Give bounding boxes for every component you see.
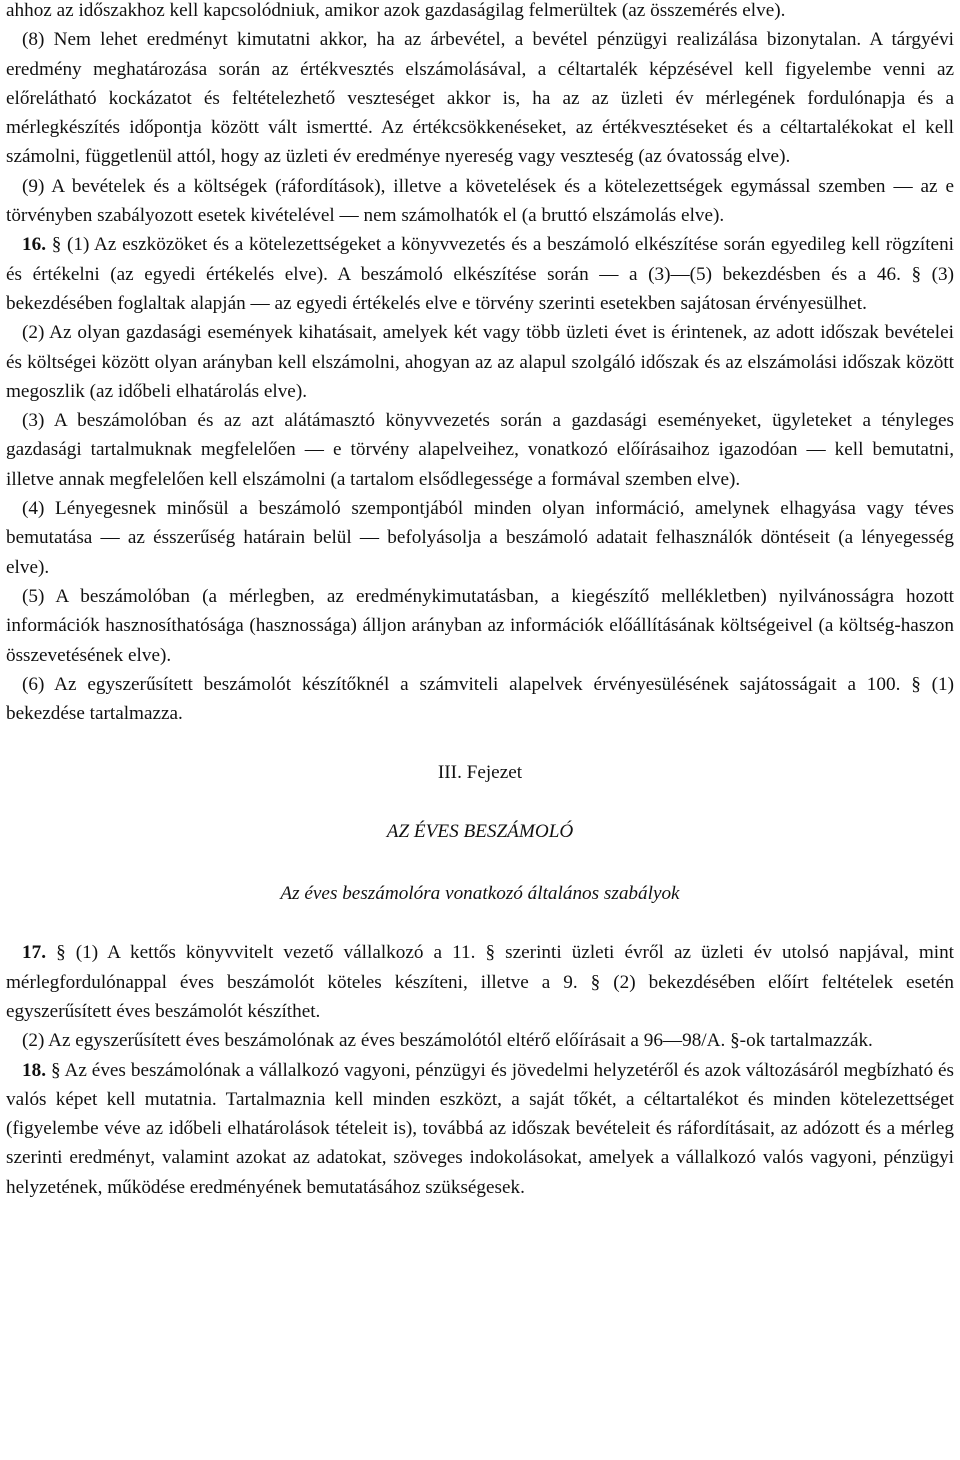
section-17-lead: § (1) A kettős könyvvitelt vezető vállalkozó a 11. § szerinti üzleti évről az üzleti év utolsó napjával, mint mérlegfordulónappal éves beszámolót köteles készíteni, illetve a 9. § (2) bekezdésében előírt feltételek esetén egyszerűsített éves beszámolót készíthet. [6, 942, 954, 1022]
chapter-number: III. Fejezet [437, 762, 523, 784]
section-18-number: 18. [22, 1059, 46, 1081]
section-16-number: 16. [22, 234, 46, 256]
document-page [6, 0, 954, 1202]
section-18-paragraph [6, 1056, 954, 1202]
chapter-title: AZ ÉVES BESZÁMOLÓ [386, 820, 574, 842]
paragraph-9: (9) A bevételek és a költségek (ráfordítások), illetve a követelések és a kötelezettségek egymással szemben ― az e törvényben szabályozott esetek kivételével ― nem számolhatók el (a bruttó elszámolás elve). [6, 175, 954, 227]
paragraph-continuation: ahhoz az időszakhoz kell kapcsolódniuk, amikor azok gazdaságilag felmerültek (az összemérés elve). [6, 0, 786, 21]
section-17-paragraph-1 [6, 938, 954, 1026]
section-16-paragraph-1 [6, 230, 954, 318]
section-17-number: 17. [22, 942, 46, 964]
paragraph-8: (8) Nem lehet eredményt kimutatni akkor, ha az árbevétel, a bevétel pénzügyi realizálása bizonytalan. A tárgyévi eredmény meghatározása során az értékvesztés elszámolásával, a céltartalék képzésével kell figyelembe venni az előrelátható kockázatot és feltételezhető veszteséget akkor is, ha az az üzleti év mérlegének fordulónapja és a mérlegkészítés időpontja között vált ismertté. Az értékcsökkenéseket, az értékvesztéseket és a céltartalékokat el kell számolni, függetlenül attól, hogy az üzleti év eredménye nyereség vagy veszteség (az óvatosság elve). [6, 29, 954, 168]
section-16-paragraph-3: (3) A beszámolóban és az azt alátámasztó könyvvezetés során a gazdasági eseményeket, ügyleteket a tényleges gazdasági tartalmuknak megfelelően ― e törvény alapelveihez, vonatkozó előírásaihoz igazodóan ― kell bemutatni, illetve annak megfelelően kell elszámolni (a tartalom elsődlegessége a formával szemben elve). [6, 410, 954, 490]
section-17-paragraph-2: (2) Az egyszerűsített éves beszámolónak az éves beszámolótól eltérő előírásait a 96―98/A. §-ok tartalmazzák. [22, 1030, 873, 1052]
chapter-subtitle: Az éves beszámolóra vonatkozó általános szabályok [280, 883, 680, 905]
section-16-paragraph-6: (6) Az egyszerűsített beszámolót készítőknél a számviteli alapelvek érvényesülésének sajátosságait a 100. § (1) bekezdése tartalmazza. [6, 673, 954, 725]
section-16-paragraph-5: (5) A beszámolóban (a mérlegben, az eredménykimutatásban, a kiegészítő mellékletben) nyilvánosságra hozott információk hasznosíthatósága (hasznossága) álljon arányban az információk előállításának költségeivel (a költség-haszon összevetésének elve). [6, 585, 954, 666]
section-16-lead: § (1) Az eszközöket és a kötelezettségeket a könyvvezetés és a beszámoló elkészítése során egyedileg kell rögzíteni és értékelni (az egyedi értékelés elve). A beszámoló elkészítése során ― a (3)―(5) bekezdésben és a 46. § (3) bekezdésében foglaltak alapján ― az egyedi értékelés elve e törvény szerinti esetekben sajátosan érvényesülhet. [6, 234, 954, 314]
section-16-paragraph-4: (4) Lényegesnek minősül a beszámoló szempontjából minden olyan információ, amelynek elhagyása vagy téves bemutatása ― az ésszerűség határain belül ― befolyásolja a beszámoló adatait felhasználók döntéseit (a lényegesség elve). [6, 498, 954, 578]
section-16-paragraph-2: (2) Az olyan gazdasági események kihatásait, amelyek két vagy több üzleti évet is érintenek, az adott időszak bevételei és költségei között olyan arányban kell elszámolni, ahogyan az az alapul szolgáló időszak és az elszámolási időszak között megoszlik (az időbeli elhatárolás elve). [6, 322, 954, 402]
section-18-lead: § Az éves beszámolónak a vállalkozó vagyoni, pénzügyi és jövedelmi helyzetéről és azok változásáról megbízható és valós képet kell mutatnia. Tartalmaznia kell minden eszközt, a saját tőkét, a céltartalékot és minden kötelezettséget (figyelembe véve az időbeli elhatárolások tételeit is), továbbá az időszak bevételeit és ráfordításait, az adózott és a mérleg szerinti eredményt, valamint azokat az adatokat, szöveges indokolásokat, amelyek a vállalkozó valós vagyoni, pénzügyi helyzetének, működése eredményének bemutatásához szükségesek. [6, 1059, 954, 1198]
